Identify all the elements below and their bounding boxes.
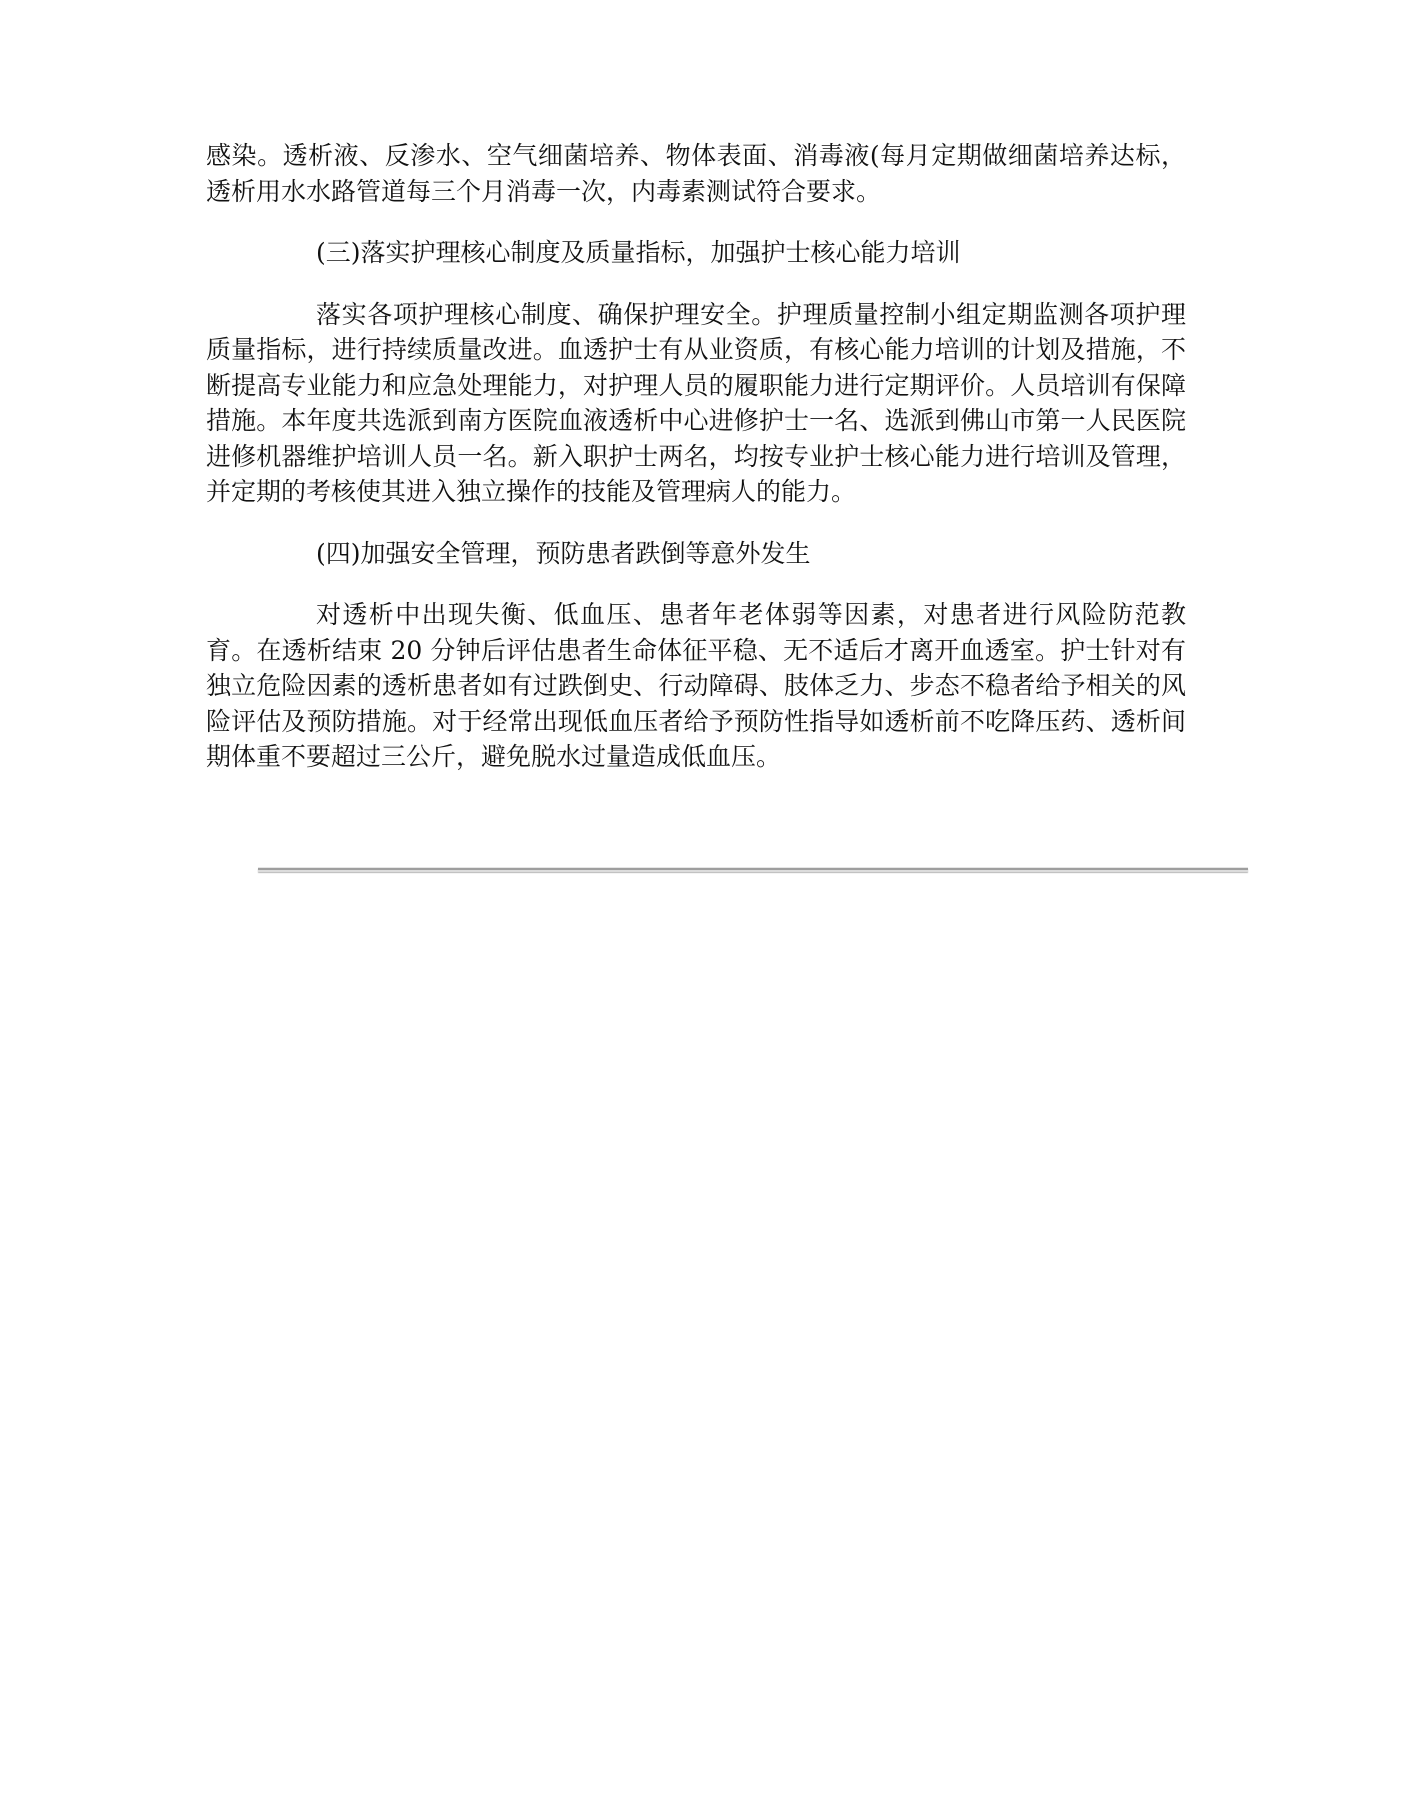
section-heading-4: (四)加强安全管理，预防患者跌倒等意外发生 bbox=[316, 538, 811, 568]
paragraph-section-3: 落实各项护理核心制度、确保护理安全。护理质量控制小组定期监测各项护理质量指标，进行持续质量改进。血透护士有从业资质，有核心能力培训的计划及措施，不断提高专业能力和应急处理能力，对护理人员的履职能力进行定期评价。人员培训有保障措施。本年度共选派到南方医院血液透析中心进修护士一名、选派到佛山市第一人民医院进修机器维护培训人员一名。新入职护士两名，均按专业护士核心能力进行培训及管理，并定期的考核使其进入独立操作的技能及管理病人的能力。 bbox=[206, 299, 1186, 506]
document-body bbox=[206, 138, 1186, 775]
paragraph-infection-control: 感染。透析液、反渗水、空气细菌培养、物体表面、消毒液(每月定期做细菌培养达标，透析用水水路管道每三个月消毒一次，内毒素测试符合要求。 bbox=[206, 141, 1186, 206]
horizontal-divider bbox=[258, 868, 1248, 872]
section-heading-3: (三)落实护理核心制度及质量指标，加强护士核心能力培训 bbox=[316, 238, 961, 267]
paragraph-section-4: 对透析中出现失衡、低血压、患者年老体弱等因素，对患者进行风险防范教育。在透析结束 20 分钟后评估患者生命体征平稳、无不适后才离开血透室。护士针对有独立危险因素的透析患者如有过跌倒史、行动障碍、肢体乏力、步态不稳者给予相关的风险评估及预防措施。对于经常出现低血压者给予预防性指导如透析前不吃降压药、透析间期体重不要超过三公斤，避免脱水过量造成低血压。 bbox=[206, 600, 1186, 771]
